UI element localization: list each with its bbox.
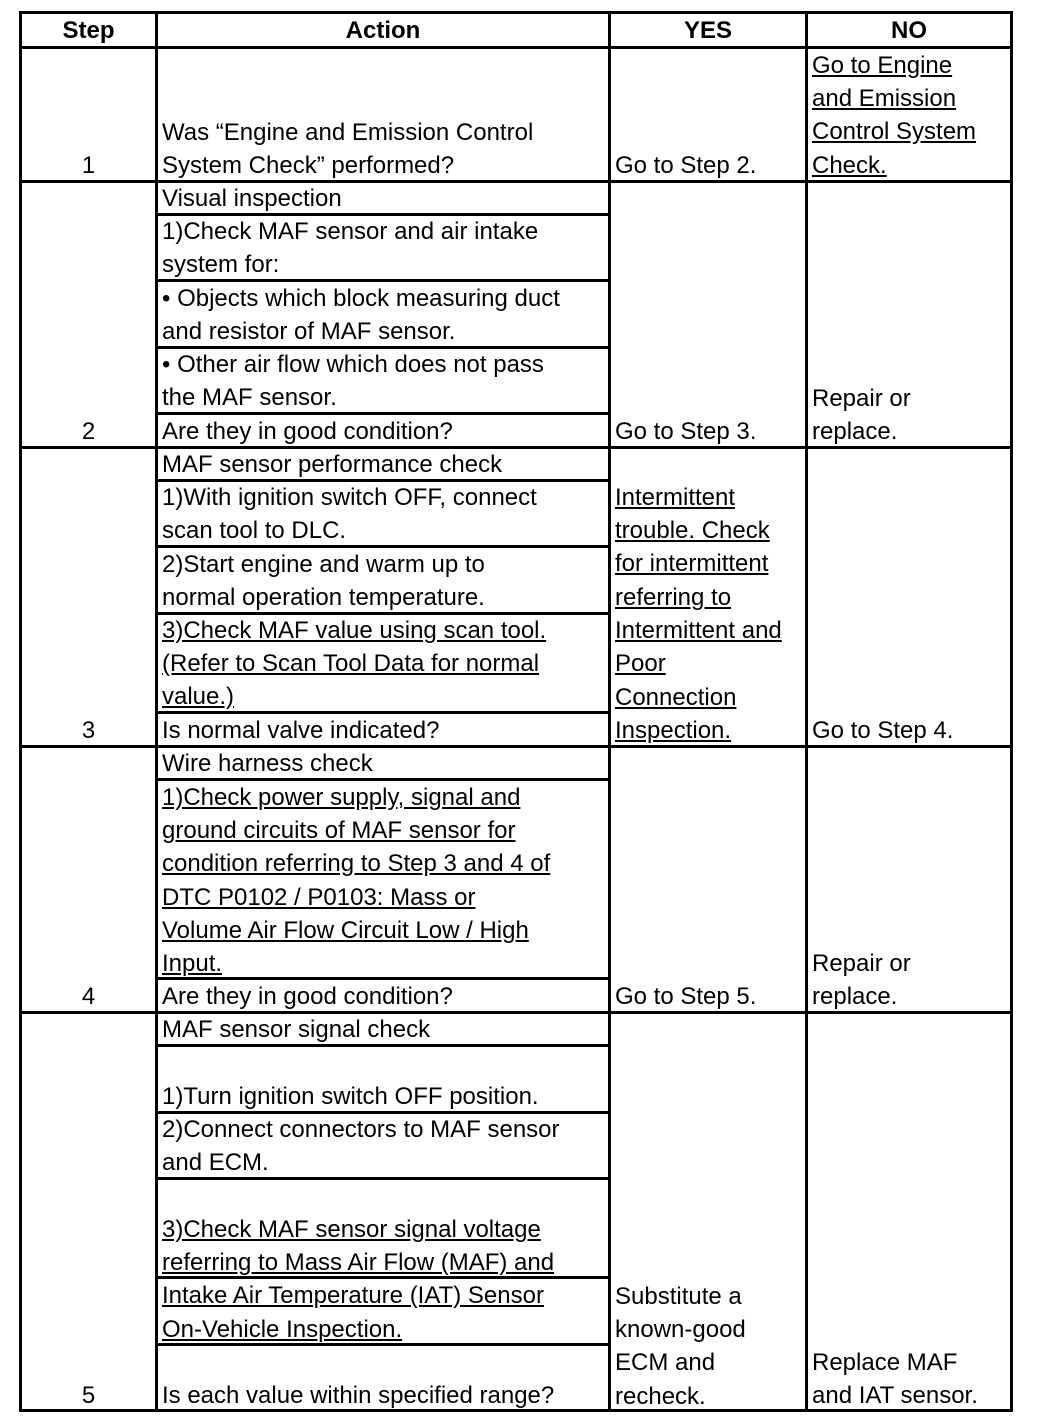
link-line[interactable]: (Refer to Scan Tool Data for normal	[162, 650, 540, 677]
step-number: 1	[81, 152, 96, 179]
yes-line: known-good	[615, 1316, 746, 1343]
link-line[interactable]: DTC P0102 / P0103: Mass or	[162, 884, 476, 911]
column-divider	[608, 14, 611, 1409]
header-action: Action	[345, 17, 421, 44]
action-line: 2)Connect connectors to MAF sensor	[162, 1116, 560, 1143]
sub-row-divider	[158, 1276, 608, 1279]
step-3-question: Is normal valve indicated?	[162, 717, 440, 744]
link-line[interactable]: Poor	[615, 650, 666, 677]
step-number: 2	[81, 418, 96, 445]
step-5-no: Replace MAF	[812, 1349, 958, 1376]
step-5-title: MAF sensor signal check	[162, 1016, 431, 1043]
yes-line: Substitute a	[615, 1283, 742, 1310]
action-line: system for:	[162, 251, 280, 278]
header-no: NO	[891, 17, 927, 44]
step-2-question: Are they in good condition?	[162, 418, 453, 445]
action-line: and resistor of MAF sensor.	[162, 318, 456, 345]
sub-row-divider	[158, 1343, 608, 1346]
link-line[interactable]: referring to Mass Air Flow (MAF) and	[162, 1249, 555, 1276]
link-line[interactable]: Control System	[812, 118, 977, 145]
link-line[interactable]: Go to Engine	[812, 52, 953, 79]
step-2-no: replace.	[812, 418, 898, 445]
link-line[interactable]: and Emission	[812, 85, 957, 112]
link-line[interactable]: Connection	[615, 684, 737, 711]
link-line[interactable]: for intermittent	[615, 550, 769, 577]
link-line[interactable]: On-Vehicle Inspection.	[162, 1316, 403, 1343]
action-line: scan tool to DLC.	[162, 517, 347, 544]
link-line[interactable]: Check.	[812, 152, 887, 179]
link-line[interactable]: Intermittent and	[615, 617, 782, 644]
link-line[interactable]: ground circuits of MAF sensor for	[162, 817, 516, 844]
sub-row-divider	[158, 1177, 608, 1180]
step-4-yes: Go to Step 5.	[615, 983, 757, 1010]
step-4-no: Repair or	[812, 950, 911, 977]
action-line: • Objects which block measuring duct	[162, 285, 560, 312]
action-line: normal operation temperature.	[162, 584, 485, 611]
action-line: 2)Start engine and warm up to	[162, 551, 485, 578]
action-line: 1)With ignition switch OFF, connect	[162, 484, 537, 511]
step-4-no: replace.	[812, 983, 898, 1010]
column-divider	[805, 14, 808, 1409]
link-line[interactable]: Input.	[162, 950, 223, 977]
step-3-no: Go to Step 4.	[812, 717, 954, 744]
step-2-yes: Go to Step 3.	[615, 418, 757, 445]
link-line[interactable]: value.)	[162, 683, 235, 710]
link-line[interactable]: condition referring to Step 3 and 4 of	[162, 850, 551, 877]
link-line[interactable]: trouble. Check	[615, 517, 770, 544]
link-line[interactable]: 3)Check MAF sensor signal voltage	[162, 1216, 541, 1243]
action-line: • Other air flow which does not pass	[162, 351, 544, 378]
step-number: 4	[81, 983, 96, 1010]
action-line: 1)Turn ignition switch OFF position.	[162, 1083, 539, 1110]
step-number: 5	[81, 1382, 96, 1409]
yes-line: recheck.	[615, 1383, 706, 1410]
action-line: and ECM.	[162, 1149, 269, 1176]
step-5-question: Is each value within specified range?	[162, 1382, 555, 1409]
header-yes: YES	[683, 17, 733, 44]
step-2-no: Repair or	[812, 385, 911, 412]
link-line[interactable]: Intake Air Temperature (IAT) Sensor	[162, 1282, 544, 1309]
action-line: 1)Check MAF sensor and air intake	[162, 218, 539, 245]
action-line: the MAF sensor.	[162, 384, 337, 411]
step-3-title: MAF sensor performance check	[162, 451, 503, 478]
link-line[interactable]: Intermittent	[615, 484, 736, 511]
link-line[interactable]: Inspection.	[615, 717, 732, 744]
step-5-no: and IAT sensor.	[812, 1382, 978, 1409]
step-4-title: Wire harness check	[162, 750, 373, 777]
link-line[interactable]: Volume Air Flow Circuit Low / High	[162, 917, 529, 944]
step-2-title: Visual inspection	[162, 185, 342, 212]
link-line[interactable]: 3)Check MAF value using scan tool.	[162, 617, 547, 644]
action-line: Was “Engine and Emission Control	[162, 119, 534, 146]
header-step: Step	[62, 17, 115, 44]
link-line[interactable]: referring to	[615, 584, 732, 611]
link-line[interactable]: 1)Check power supply, signal and	[162, 784, 521, 811]
yes-line: ECM and	[615, 1349, 716, 1376]
action-line: System Check” performed?	[162, 152, 455, 179]
troubleshooting-table	[19, 11, 1013, 1412]
sub-row-divider	[158, 1044, 608, 1047]
step-4-question: Are they in good condition?	[162, 983, 453, 1010]
step-number: 3	[81, 717, 96, 744]
step-1-yes: Go to Step 2.	[615, 152, 757, 179]
